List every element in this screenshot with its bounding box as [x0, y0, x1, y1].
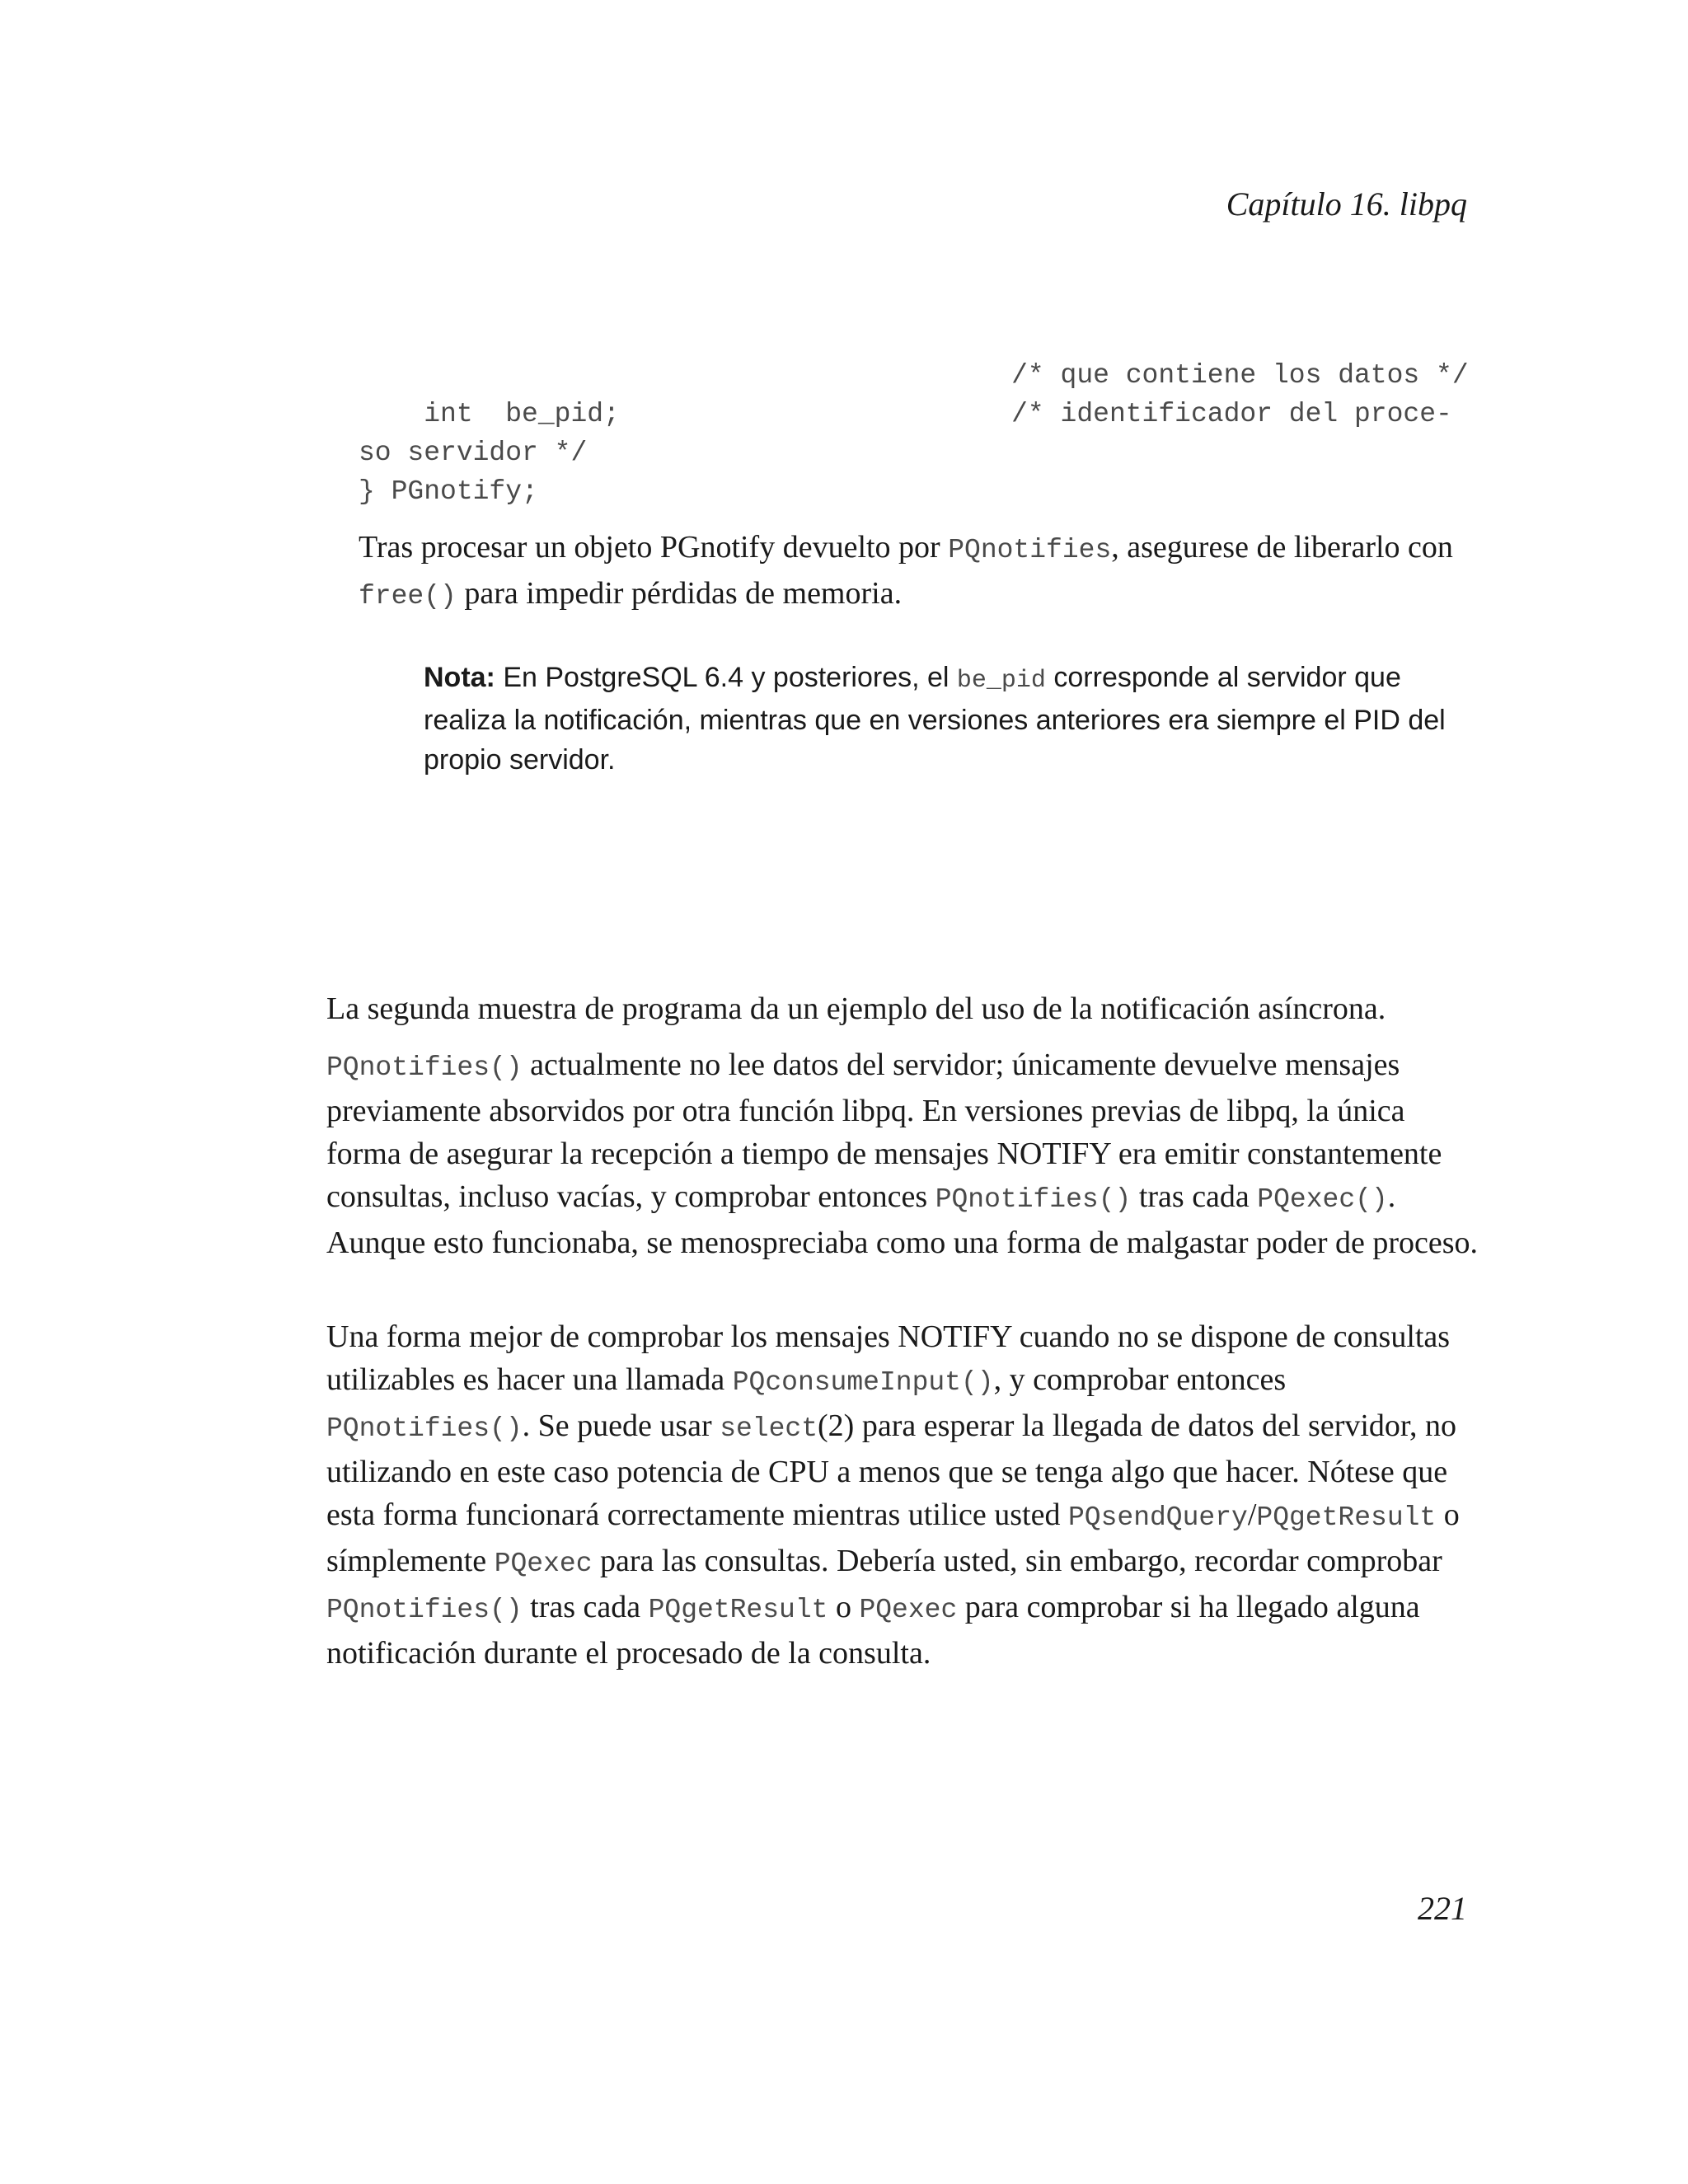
note-box: Nota: En PostgreSQL 6.4 y posteriores, el be_pid corresponde al servidor que realiza la notificación, mientras que en versiones anteriores era siempre el PID del propio servidor. [424, 662, 1446, 776]
paragraph-second-sample: La segunda muestra de programa da un ejemplo del uso de la notificación asíncrona. [326, 991, 1386, 1026]
code-free: free() [359, 581, 457, 612]
paragraph-better-way: Una forma mejor de comprobar los mensajes NOTIFY cuando no se dispone de consultas utilizables es hacer una llamada PQconsumeInput(), y comprobar entonces PQnotifies(). Se puede usar select(2) para esperar la llegada de datos del servidor, no utilizando en este caso potencia de CPU a menos que se tenga algo que hacer. Nótese que esta forma funcionará correctamente mientras utilice usted PQsendQuery/PQgetResult o símplemente PQexec para las consultas. Debería usted, sin embargo, recordar comprobar PQnotifies() tras cada PQgetResult o PQexec para comprobar si ha llegado alguna notificación durante el procesado de la consulta. [326, 1319, 1460, 1671]
paragraph-free-notify: Tras procesar un objeto PGnotify devuelto por PQnotifies, asegurese de liberarlo con free() para impedir pérdidas de memoria. [359, 530, 1453, 612]
code-block: /* que contiene los datos */ int be_pid; /* identificador del proce- so servidor */ } PGnotify; [359, 360, 1469, 507]
code-be-pid: be_pid [956, 667, 1046, 695]
page-number: 221 [1418, 1890, 1467, 1927]
chapter-header: Capítulo 16. libpq [1226, 185, 1467, 223]
paragraph-pqnotifies: PQnotifies() actualmente no lee datos del servidor; únicamente devuelve mensajes previamente absorvidos por otra función libpq. En versiones previas de libpq, la única forma de asegurar la recepción a tiempo de mensajes NOTIFY era emitir constantemente consultas, incluso vacías, y comprobar entonces PQnotifies() tras cada PQexec(). Aunque esto funcionaba, se menospreciaba como una forma de malgastar poder de proceso. [326, 1047, 1479, 1260]
code-pqnotifies: PQnotifies [948, 535, 1112, 565]
note-label: Nota: [424, 662, 495, 693]
